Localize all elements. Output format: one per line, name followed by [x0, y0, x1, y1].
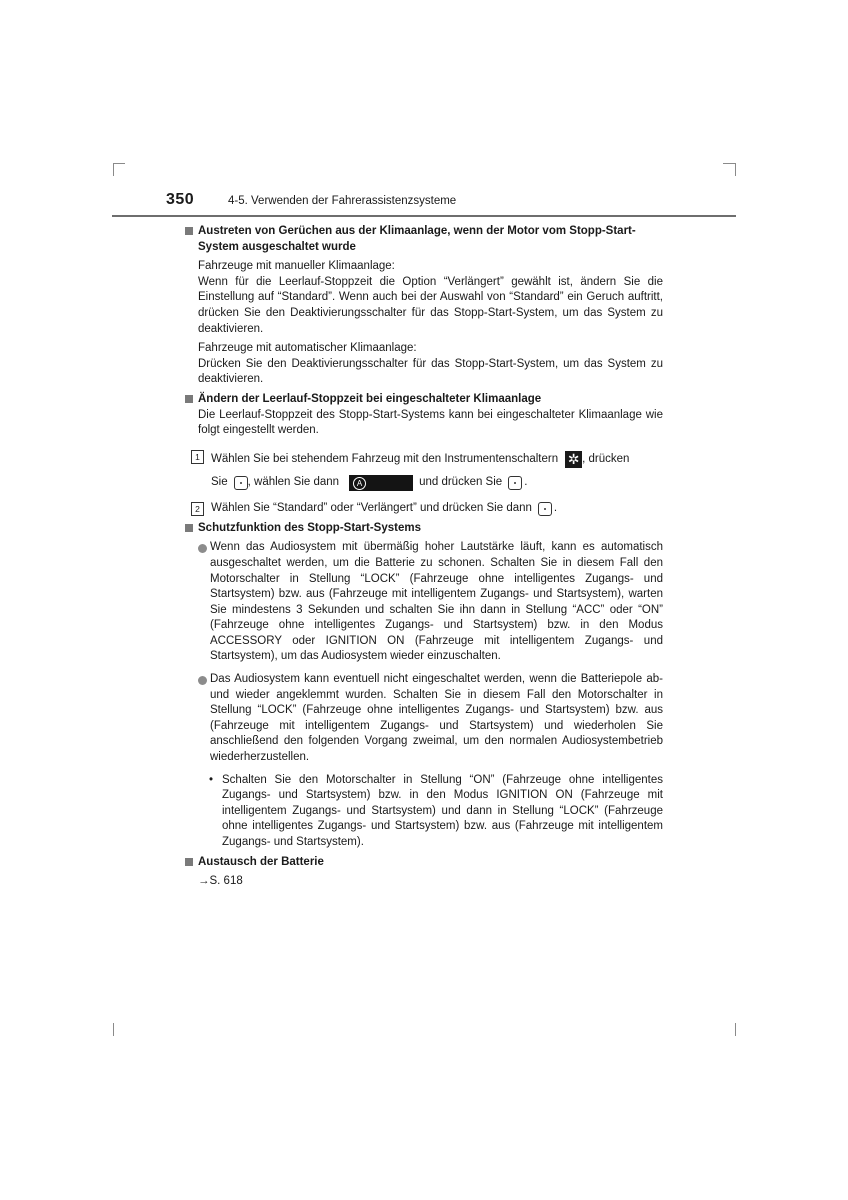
idle-stop-text: Die Leerlauf-Stoppzeit des Stopp-Start-Systems kann bei eingeschalteter Klimaanlage wie folgt eingestellt werden.: [198, 408, 663, 437]
page-header: [166, 191, 736, 217]
crop-mark-bottom-right-vertical: [735, 1023, 736, 1036]
crop-mark-bottom-left-vertical: [113, 1023, 114, 1036]
heading-battery: Austausch der Batterie: [185, 855, 663, 871]
crop-mark-top-right-horizontal: [723, 163, 735, 164]
step-1: [185, 449, 663, 494]
heading-odor-line2: System ausgeschaltet wurde: [198, 240, 356, 253]
main-content: [185, 224, 663, 890]
protection-bullet-2: Das Audiosystem kann eventuell nicht eingeschaltet werden, wenn die Batteriepole ab- und wieder angeklemmt wurden. Schalten Sie in diesem Fall den Motorschalter in Stellung “LOCK” (Fahrzeuge ohne intelligentes Zugangs- und Startsystem) bzw. aus (Fahrzeuge mit intelligentem Zugangs- und Startsystem) und wiederholen Sie anschließend den folgenden Vorgang zweimal, um den normalen Audiosystembetrieb wiederherzustellen.: [185, 672, 663, 766]
protection-subbullet: [185, 773, 663, 851]
step-1-number: 1: [191, 450, 204, 464]
manual-ac-text: Wenn für die Leerlauf-Stoppzeit die Option “Verlängert” gewählt ist, ändern Sie die Einstellung auf “Standard”. Wenn auch bei der Auswahl von “Standard” ein Geruch auftritt, drücken Sie den Deaktivierungsschalter für das Stopp-Start-System, um das System zu deaktivieren.: [198, 275, 663, 335]
crop-mark-top-right-vertical: [735, 163, 736, 176]
step-1-text-a: Wählen Sie bei stehendem Fahrzeug mit den Instrumentenschaltern: [211, 452, 559, 465]
step-1-text-b: , drücken: [582, 452, 630, 465]
heading-odor: [185, 224, 663, 255]
auto-ac-text: Drücken Sie den Deaktivierungsschalter für das Stopp-Start-System, um das System zu deaktivieren.: [198, 357, 663, 386]
subbullet-marker: •: [209, 773, 214, 786]
battery-page-link[interactable]: →S. 618: [198, 875, 243, 888]
subbullet-text: Schalten Sie den Motorschalter in Stellung “ON” (Fahrzeuge ohne intelligentes Zugangs- und Startsystem) bzw. in den Modus IGNITION ON (Fahrzeuge mit intelligentem Zugangs- und Startsystem) und dann in Stellung “LOCK” (Fahrzeuge ohne intelligentes Zugangs- und Startsystem) bzw. aus (Fahrzeuge mit intelligentem Zugangs- und Startsystem).: [222, 773, 663, 848]
step-1-text-e: und drücken Sie: [419, 475, 503, 488]
heading-protection: Schutzfunktion des Stopp-Start-Systems: [185, 521, 663, 537]
step-2-number: 2: [191, 502, 204, 516]
step-1-text-c: Sie: [211, 475, 228, 488]
display-screen-icon: [349, 475, 413, 491]
auto-ac-label: Fahrzeuge mit automatischer Klimaanlage:: [198, 342, 417, 355]
step-2: [185, 501, 663, 517]
ok-button-icon: [508, 476, 522, 490]
page-number: 350: [166, 191, 195, 208]
protection-bullet-1: Wenn das Audiosystem mit übermäßig hoher Lautstärke läuft, kann es automatisch ausgeschaltet werden, um die Batterie zu schonen. Schalten Sie in diesem Fall den Motorschalter in Stellung “LOCK” (Fahrzeuge ohne intelligentes Zugangs- und Startsystem) bzw. aus (Fahrzeuge mit intelligentem Zugangs- und Startsystem), warten Sie mindestens 3 Sekunden und schalten Sie ihn dann in Stellung “ACC” oder “ON” (Fahrzeuge ohne intelligentes Zugangs- und Startsystem) bzw. in den Modus ACCESSORY oder IGNITION ON (Fahrzeuge mit intelligentem Zugangs- und Startsystem), um das Audiosystem wieder einzuschalten.: [185, 540, 663, 665]
manual-ac-label: Fahrzeuge mit manueller Klimaanlage:: [198, 260, 395, 273]
section-title: 4-5. Verwenden der Fahrerassistenzsysteme: [228, 195, 457, 207]
heading-idle-stop: Ändern der Leerlauf-Stoppzeit bei eingeschalteter Klimaanlage: [185, 392, 663, 408]
step-1-text-d: , wählen Sie dann: [247, 475, 340, 488]
step-2-text-a: Wählen Sie “Standard” oder “Verlängert” und drücken Sie dann: [211, 501, 532, 514]
header-rule: [112, 215, 736, 217]
step-1-text-f: .: [524, 475, 528, 488]
screen-circle-label: A: [353, 477, 366, 490]
heading-odor-line1: Austreten von Gerüchen aus der Klimaanlage, wenn der Motor vom Stopp-Start-: [198, 225, 636, 237]
ok-button-icon: [538, 502, 552, 516]
ok-button-icon: [234, 476, 248, 490]
crop-mark-top-left-vertical: [113, 163, 114, 176]
step-2-text-b: .: [553, 501, 558, 514]
gear-icon: ✲: [565, 451, 582, 468]
crop-mark-top-left-horizontal: [113, 163, 125, 164]
